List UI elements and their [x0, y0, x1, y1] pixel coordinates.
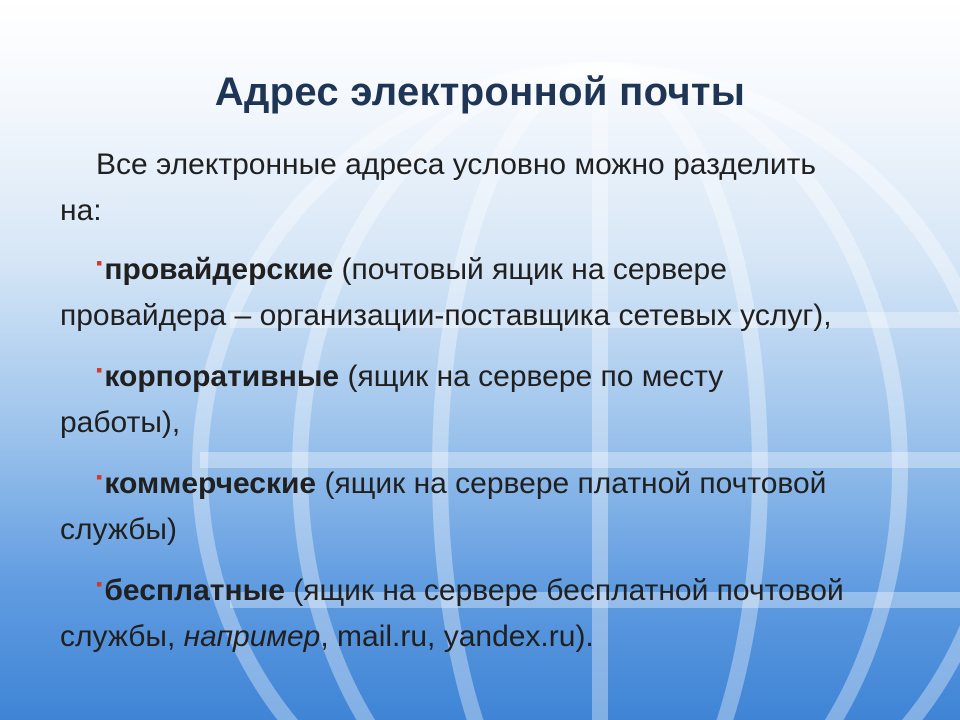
bullet-icon: ▪: [96, 467, 103, 487]
item-term: провайдерские: [104, 253, 334, 286]
list-item: [60, 454, 850, 553]
item-term: бесплатные: [104, 574, 285, 607]
item-emphasis: например: [183, 620, 321, 653]
list-item: [60, 347, 850, 446]
list-item: [60, 561, 850, 660]
slide-body: [60, 142, 850, 668]
slide-title: Адрес электронной почты: [214, 70, 746, 114]
bullet-icon: ▪: [96, 360, 103, 380]
item-text: (ящик на сервере платной почтовой службы): [60, 467, 827, 546]
item-term: коммерческие: [104, 467, 317, 500]
item-text: (почтовый ящик на сервере провайдера – организации-поставщика сетевых услуг),: [60, 253, 832, 332]
bullet-icon: ▪: [96, 574, 103, 594]
list-item: [60, 240, 850, 339]
item-text: (ящик на сервере бесплатной почтовой службы,: [60, 574, 844, 653]
bullet-icon: ▪: [96, 253, 103, 273]
item-term: корпоративные: [104, 360, 340, 393]
intro-text: Все электронные адреса условно можно разделить на:: [60, 148, 817, 227]
item-text: (ящик на сервере по месту работы),: [60, 360, 724, 439]
item-tail: , mail.ru, yandex.ru).: [320, 620, 594, 653]
